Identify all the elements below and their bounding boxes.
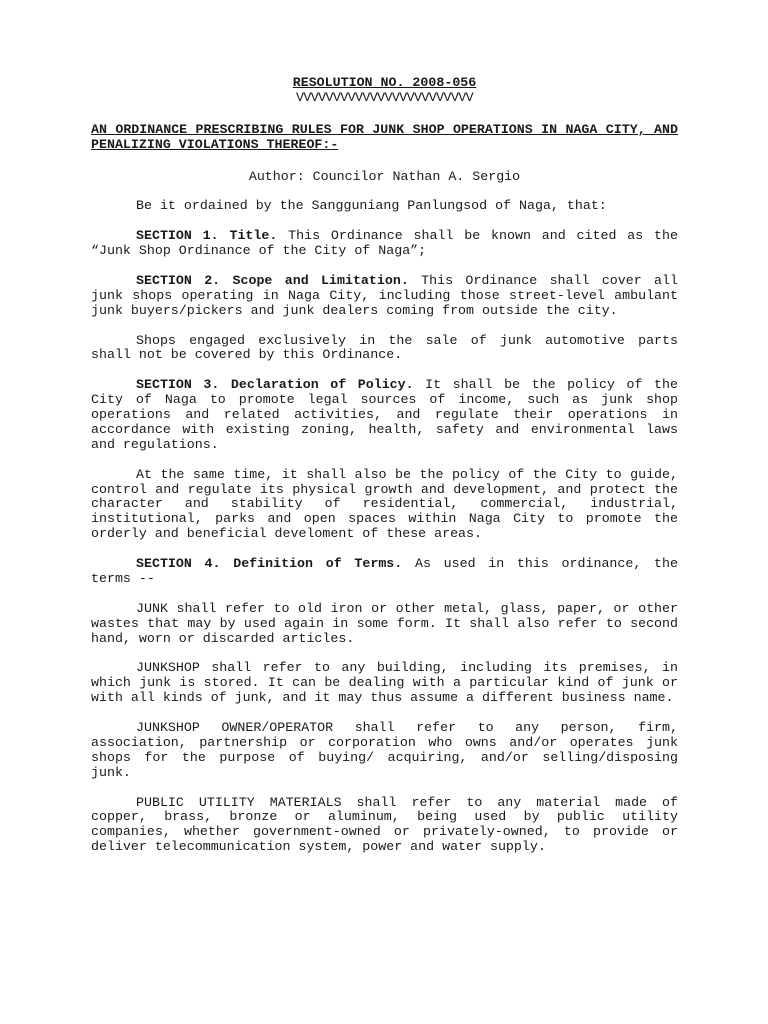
section-4-heading: SECTION 4. Definition of Terms. — [136, 556, 403, 572]
definition-owner-operator: JUNKSHOP OWNER/OPERATOR shall refer to any person, firm, association, partnership or corporation who owns and/or operates junk shops for the purpose of buying/ acquiring, and/or selling/disposing junk. — [91, 720, 678, 780]
section-1-heading: SECTION 1. Title. — [136, 228, 278, 244]
section-1 — [91, 229, 678, 259]
definition-public-utility-materials: PUBLIC UTILITY MATERIALS shall refer to any material made of copper, brass, bronze or aluminum, being used by public utility companies, whether government-owned or privately-owned, to provide or deliver telecommunication system, power and water supply. — [91, 794, 678, 855]
resolution-number: RESOLUTION NO. 2008-056 — [292, 75, 477, 90]
section-2-heading: SECTION 2. Scope and Limitation. — [136, 272, 409, 288]
definition-junk: JUNK shall refer to old iron or other metal, glass, paper, or other wastes that may by used again in some form. It shall also refer to second hand, worn or discarded articles. — [91, 600, 678, 646]
resolution-header — [91, 76, 678, 106]
definition-junkshop: JUNKSHOP shall refer to any building, including its premises, in which junk is stored. It can be dealing with a particular kind of junk or with all kinds of junk, and it may thus assume a different business name. — [91, 660, 678, 706]
section-4-body: As used in this ordinance, the terms -- — [91, 556, 678, 586]
resolution-underline: VVVVVVVVVVVVVVVVVVVVVVVV — [295, 89, 474, 105]
section-4 — [91, 557, 678, 587]
section-2-body: This Ordinance shall cover all junk shops operating in Naga City, including those street-level ambulant junk buyers/pickers and junk dealers coming from outside the city. — [91, 272, 678, 318]
section-3 — [91, 378, 678, 453]
section-2-paragraph-2: Shops engaged exclusively in the sale of junk automotive parts shall not be covered by this Ordinance. — [91, 332, 678, 363]
ordinance-title: AN ORDINANCE PRESCRIBING RULES FOR JUNK SHOP OPERATIONS IN NAGA CITY, AND PENALIZING VIOLATIONS THEREOF:- — [91, 121, 678, 152]
enacting-clause: Be it ordained by the Sangguniang Panlungsod of Naga, that: — [136, 198, 607, 214]
section-2 — [91, 274, 678, 319]
section-1-body: This Ordinance shall be known and cited as the “Junk Shop Ordinance of the City of Naga”; — [91, 228, 678, 259]
section-3-heading: SECTION 3. Declaration of Policy. — [136, 377, 414, 393]
author-line: Author: Councilor Nathan A. Sergio — [248, 168, 521, 184]
section-3-body: It shall be the policy of the City of Naga to promote legal sources of income, such as junk shop operations and related activities, and regulate their operations in accordance with existing zoning, health, safety and environmental laws and regulations. — [91, 377, 678, 452]
document-page — [91, 76, 678, 855]
section-3-paragraph-2: At the same time, it shall also be the policy of the City to guide, control and regulate its physical growth and development, and protect the character and stability of residential, commercial, industrial, institutional, parks and open spaces within Naga City to promote the orderly and beneficial develoment of these areas. — [91, 466, 678, 542]
